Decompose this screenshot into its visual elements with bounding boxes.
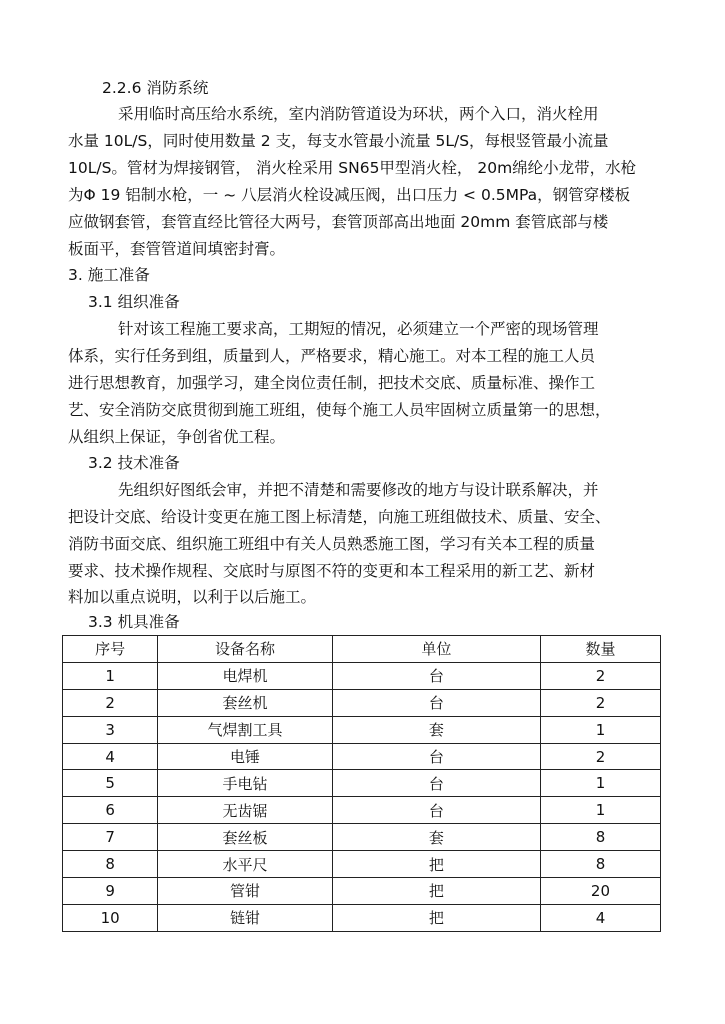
cell-quantity: 20	[540, 878, 660, 905]
paragraph-line: 先组织好图纸会审，并把不清楚和需要修改的地方与设计联系解决，并	[118, 481, 599, 499]
table-row	[63, 851, 661, 878]
cell-unit: 台	[332, 743, 540, 770]
column-header: 数量	[540, 636, 660, 663]
paragraph-line: 消防书面交底、组织施工班组中有关人员熟悉施工图，学习有关本工程的质量	[68, 535, 596, 553]
paragraph-line: 进行思想教育，加强学习，建全岗位责任制，把技术交底、质量标准、操作工	[68, 374, 596, 392]
paragraph-line: 应做钢套管，套管直经比管径大两号，套管顶部高出地面 20mm 套管底部与楼	[68, 213, 609, 231]
cell-index: 2	[63, 689, 158, 716]
paragraph-line: 为Φ 19 铝制水枪，一 ~ 八层消火栓设减压阀，出口压力 < 0.5MPa，钢管穿楼板	[68, 186, 631, 204]
cell-equipment: 电焊机	[158, 662, 332, 689]
cell-unit: 把	[332, 878, 540, 905]
section-heading: 3. 施工准备	[68, 266, 150, 284]
cell-equipment: 管钳	[158, 878, 332, 905]
cell-unit: 台	[332, 797, 540, 824]
table-row	[63, 824, 661, 851]
paragraph-line: 采用临时高压给水系统，室内消防管道设为环状，两个入口，消火栓用	[118, 105, 599, 123]
column-header: 单位	[332, 636, 540, 663]
paragraph-line: 板面平，套管管道间填密封膏。	[68, 240, 286, 258]
cell-equipment: 气焊割工具	[158, 716, 332, 743]
table-row	[63, 716, 661, 743]
table-row	[63, 743, 661, 770]
table-header-row	[63, 636, 661, 663]
cell-index: 10	[63, 904, 158, 931]
cell-quantity: 4	[540, 904, 660, 931]
equipment-table	[62, 635, 661, 932]
cell-unit: 套	[332, 716, 540, 743]
cell-unit: 把	[332, 851, 540, 878]
cell-equipment: 电锤	[158, 743, 332, 770]
cell-quantity: 1	[540, 797, 660, 824]
cell-quantity: 2	[540, 662, 660, 689]
paragraph-line: 水量 10L/S，同时使用数量 2 支，每支水管最小流量 5L/S，每根竖管最小流量	[68, 132, 609, 150]
table-row	[63, 904, 661, 931]
paragraph-line: 从组织上保证，争创省优工程。	[68, 428, 286, 446]
cell-index: 9	[63, 878, 158, 905]
cell-index: 3	[63, 716, 158, 743]
column-header: 设备名称	[158, 636, 332, 663]
cell-index: 7	[63, 824, 158, 851]
section-heading: 2.2.6 消防系统	[102, 79, 209, 97]
section-heading: 3.3 机具准备	[88, 613, 180, 631]
cell-unit: 台	[332, 770, 540, 797]
cell-quantity: 8	[540, 824, 660, 851]
cell-index: 5	[63, 770, 158, 797]
cell-index: 6	[63, 797, 158, 824]
cell-quantity: 1	[540, 770, 660, 797]
cell-index: 4	[63, 743, 158, 770]
cell-quantity: 8	[540, 851, 660, 878]
cell-unit: 台	[332, 662, 540, 689]
column-header: 序号	[63, 636, 158, 663]
table-row	[63, 878, 661, 905]
cell-equipment: 无齿锯	[158, 797, 332, 824]
cell-equipment: 套丝机	[158, 689, 332, 716]
cell-equipment: 水平尺	[158, 851, 332, 878]
cell-quantity: 1	[540, 716, 660, 743]
cell-unit: 套	[332, 824, 540, 851]
cell-index: 1	[63, 662, 158, 689]
cell-equipment: 链钳	[158, 904, 332, 931]
table-row	[63, 770, 661, 797]
table-row	[63, 662, 661, 689]
paragraph-line: 料加以重点说明，以利于以后施工。	[68, 588, 317, 606]
paragraph-line: 体系，实行任务到组，质量到人，严格要求，精心施工。对本工程的施工人员	[68, 347, 596, 365]
cell-index: 8	[63, 851, 158, 878]
cell-unit: 台	[332, 689, 540, 716]
cell-unit: 把	[332, 904, 540, 931]
paragraph-line: 针对该工程施工要求高，工期短的情况，必须建立一个严密的现场管理	[118, 320, 599, 338]
cell-equipment: 手电钻	[158, 770, 332, 797]
paragraph-line: 把设计交底、给设计变更在施工图上标清楚，向施工班组做技术、质量、安全、	[68, 508, 611, 526]
table-row	[63, 797, 661, 824]
paragraph-line: 10L/S。管材为焊接钢管， 消火栓采用 SN65甲型消火栓， 20m绵纶小龙带，水枪	[68, 159, 637, 177]
section-heading: 3.2 技术准备	[88, 454, 180, 472]
paragraph-line: 艺、安全消防交底贯彻到施工班组，使每个施工人员牢固树立质量第一的思想，	[68, 401, 611, 419]
paragraph-line: 要求、技术操作规程、交底时与原图不符的变更和本工程采用的新工艺、新材	[68, 562, 596, 580]
cell-quantity: 2	[540, 689, 660, 716]
table-row	[63, 689, 661, 716]
cell-quantity: 2	[540, 743, 660, 770]
cell-equipment: 套丝板	[158, 824, 332, 851]
section-heading: 3.1 组织准备	[88, 293, 180, 311]
